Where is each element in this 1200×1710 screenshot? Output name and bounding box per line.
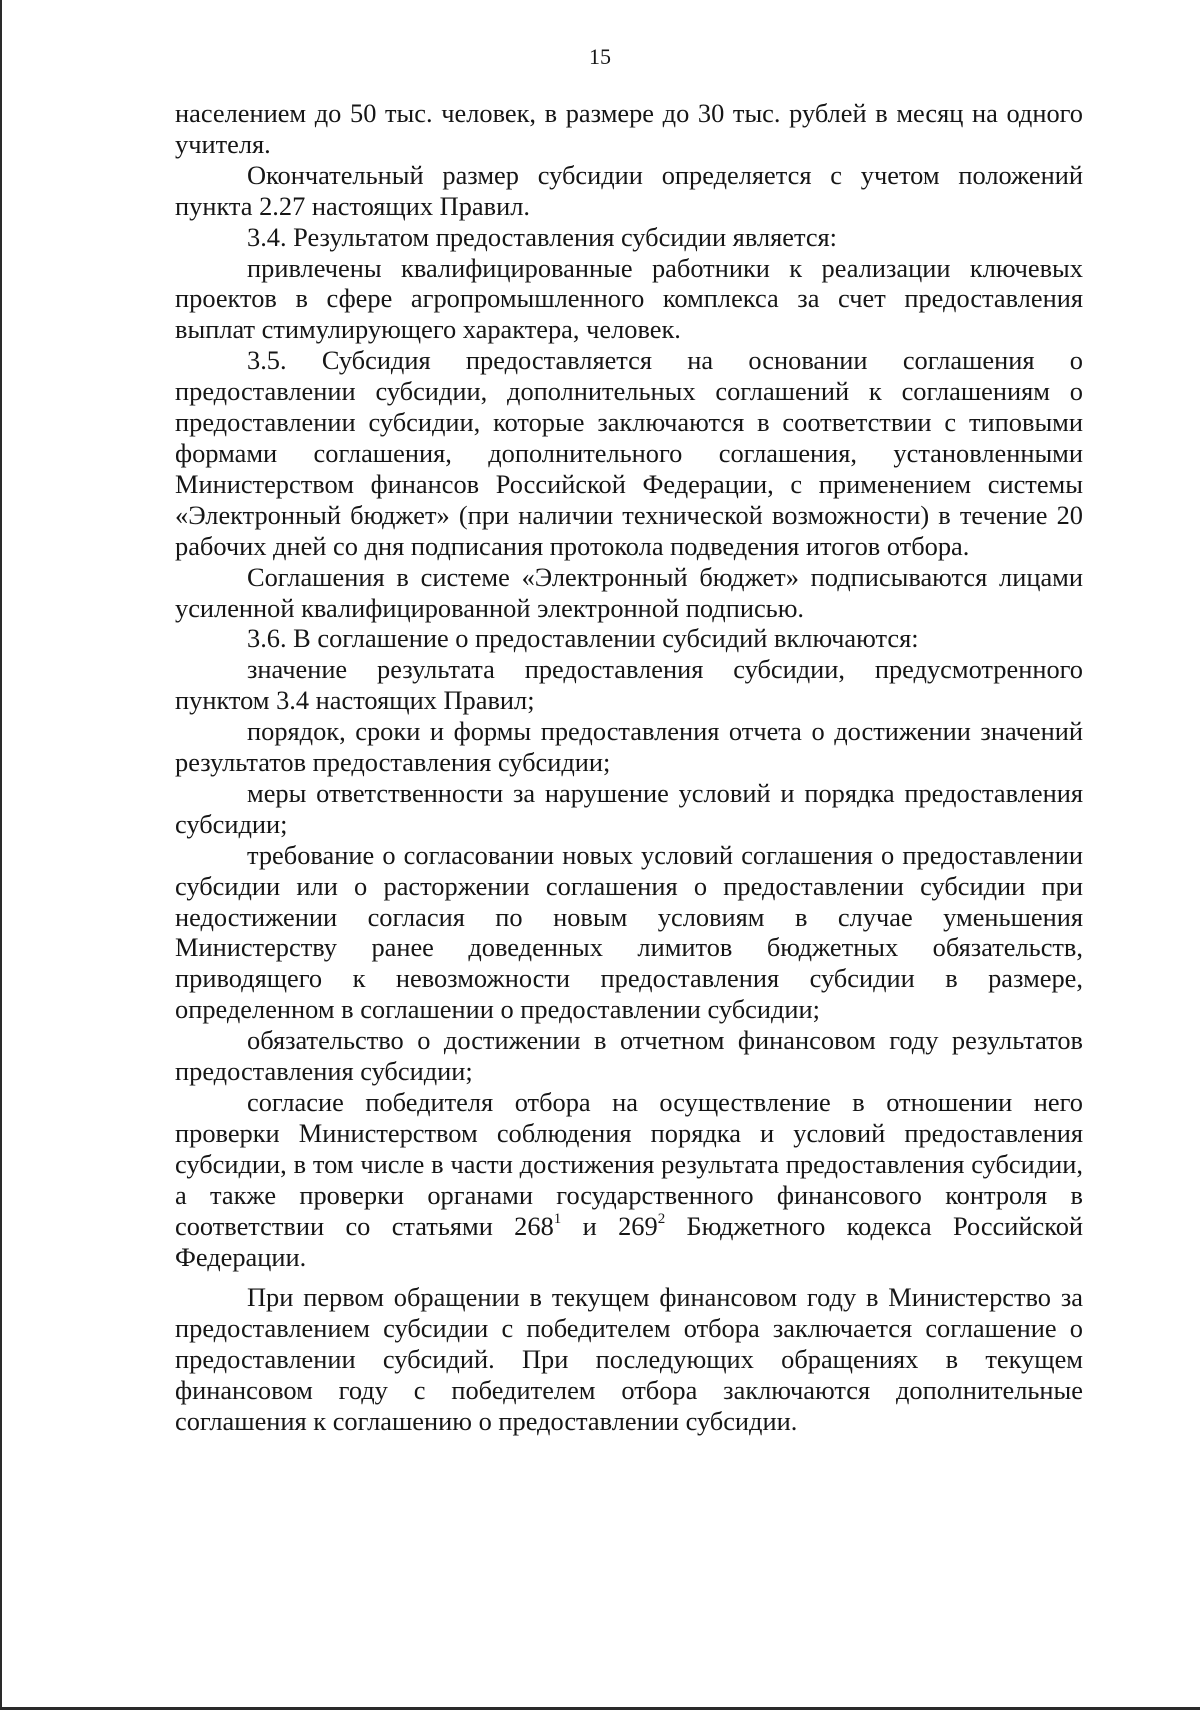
list-item-report-procedure: порядок, сроки и формы предоставления отчета о достижении значений результатов предоставления субсидии; [175,716,1083,778]
paragraph-continuation: населением до 50 тыс. человек, в размере до 30 тыс. рублей в месяц на одного учителя. [175,98,1083,159]
paragraph-3-4-result: привлечены квалифицированные работники к реализации ключевых проектов в сфере агропромышленного комплекса за счет предоставления выплат стимулирующего характера, человек. [175,252,1083,345]
consent-text-before: согласие победителя отбора на осуществление в отношении него проверки Министерством соблюдения порядка и условий предоставления субсидии, в том числе в части достижения результата предоставления субсидии, а также проверки органами государственного финансового контроля в соответствии со статьями 268 [175,1087,1083,1241]
paragraph-first-appeal: При первом обращении в текущем финансовом году в Министерство за предоставлением субсидии с победителем отбора заключается соглашение о предоставлении субсидий. При последующих обращениях в текущем финансовом году с победителем отбора заключаются дополнительные соглашения к соглашению о предоставлении субсидии. [175,1282,1083,1437]
paragraph-3-5: 3.5. Субсидия предоставляется на основании соглашения о предоставлении субсидии, дополнительных соглашений к соглашениям о предоставлении субсидии, которые заключаются в соответствии с типовыми формами соглашения, дополнительного соглашения, установленными Министерством финансов Российской Федерации, с применением системы «Электронный бюджет» (при наличии технической возможности) в течение 20 рабочих дней со дня подписания протокола подведения итогов отбора. [175,345,1083,561]
page-number: 15 [589,44,611,69]
list-item-consent [175,1087,1083,1272]
consent-text-after: Бюджетного кодекса Российской Федерации. [175,1210,1084,1272]
list-item-new-conditions: требование о согласовании новых условий соглашения о предоставлении субсидии или о расторжении соглашения о предоставлении субсидии при недостижении согласия по новым условиям в случае уменьшения Министерству ранее доведенных лимитов бюджетных обязательств, приводящего к невозможности предоставления субсидии в размере, определенном в соглашении о предоставлении субсидии; [175,839,1083,1025]
consent-text-middle: и 269 [561,1210,658,1241]
superscript-1: 1 [553,1210,562,1227]
list-item-obligation: обязательство о достижении в отчетном финансовом году результатов предоставления субсидии; [175,1025,1083,1087]
paragraph-signing: Соглашения в системе «Электронный бюджет» подписываются лицами усиленной квалифицированной электронной подписью. [175,561,1083,623]
scan-edge-left [0,0,2,1710]
paragraph-3-6-heading: 3.6. В соглашение о предоставлении субсидий включаются: [247,623,919,654]
superscript-2: 2 [657,1210,666,1227]
paragraph-final-size: Окончательный размер субсидии определяется с учетом положений пункта 2.27 настоящих Правил. [175,159,1083,221]
document-body [175,98,1083,1437]
list-item-result-value: значение результата предоставления субсидии, предусмотренного пунктом 3.4 настоящих Правил; [175,654,1083,716]
list-item-liability: меры ответственности за нарушение условий и порядка предоставления субсидии; [175,777,1083,839]
paragraph-3-4-heading: 3.4. Результатом предоставления субсидии является: [247,221,837,252]
